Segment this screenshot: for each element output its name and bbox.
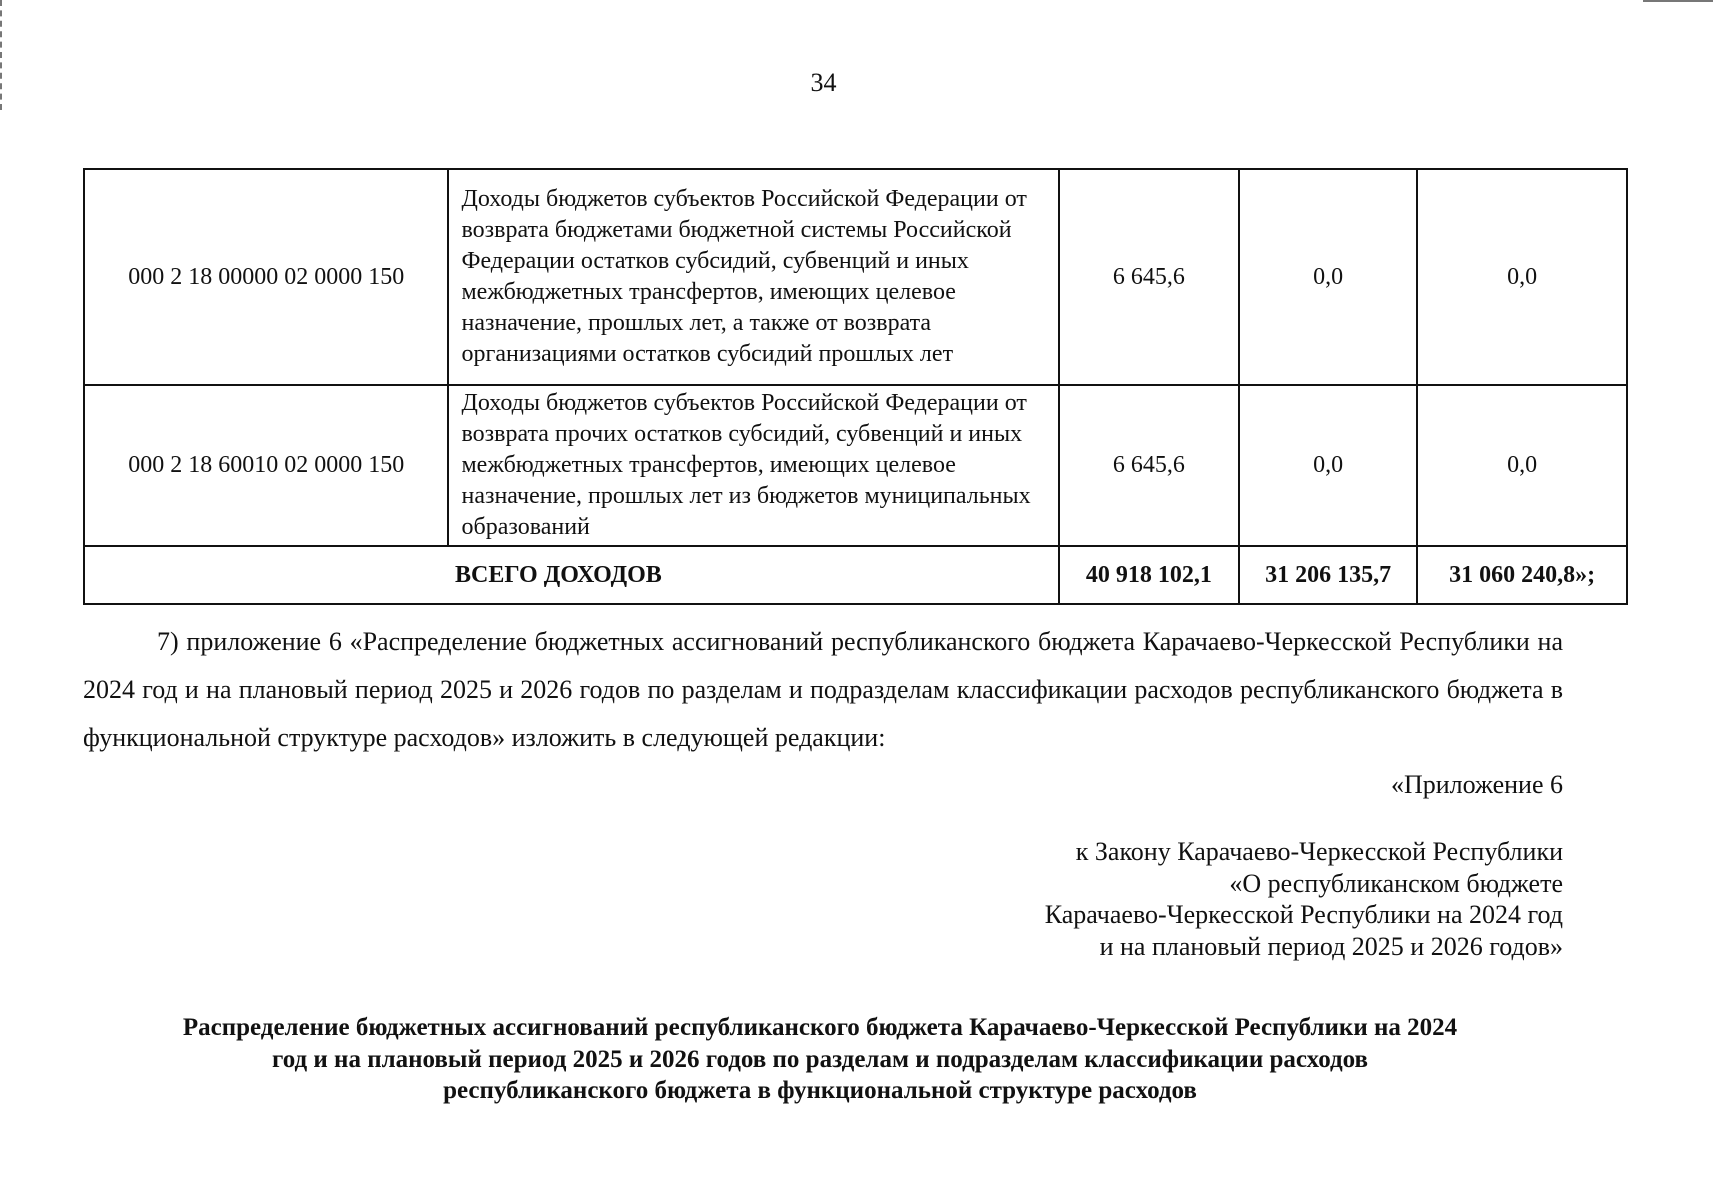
table-row: [84, 169, 1627, 385]
amount-2025-cell: 0,0: [1239, 385, 1417, 546]
total-label: ВСЕГО ДОХОДОВ: [84, 546, 1059, 604]
amendment-paragraph: 7) приложение 6 «Распределение бюджетных ассигнований республиканского бюджета Карачаево-Черкесской Республики на 2024 год и на плановый период 2025 и 2026 годов по разделам и подразделам классификации расходов республиканского бюджета в функциональной структуре расходов» изложить в следующей редакции:: [83, 627, 1563, 752]
appendix-line: Карачаево-Черкесской Республики на 2024 год: [1044, 900, 1563, 929]
description-cell: Доходы бюджетов субъектов Российской Федерации от возврата прочих остатков субсидий, субвенций и иных межбюджетных трансфертов, имеющих целевое назначение, прошлых лет из бюджетов муниципальных образований: [448, 385, 1058, 546]
page-number: 34: [810, 68, 837, 97]
appendix-reference: [1045, 836, 1563, 962]
section-heading: [70, 1012, 1570, 1107]
description-cell: Доходы бюджетов субъектов Российской Федерации от возврата бюджетами бюджетной системы Российской Федерации остатков субсидий, субвенций и иных межбюджетных трансфертов, имеющих целевое назначение, прошлых лет, а также от возврата организациями остатков субсидий прошлых лет: [448, 169, 1058, 385]
budget-code-cell: 000 2 18 60010 02 0000 150: [84, 385, 448, 546]
amount-2026-cell: 0,0: [1417, 169, 1627, 385]
total-2024-cell: 40 918 102,1: [1059, 546, 1239, 604]
budget-code-cell: 000 2 18 00000 02 0000 150: [84, 169, 448, 385]
total-2026-cell: 31 060 240,8»;: [1417, 546, 1627, 604]
appendix-line: к Закону Карачаево-Черкесской Республики: [1075, 837, 1563, 866]
total-row: [84, 546, 1627, 604]
heading-line: Распределение бюджетных ассигнований республиканского бюджета Карачаево-Черкесской Республики на 2024: [182, 1014, 1458, 1041]
amount-2025-cell: 0,0: [1239, 169, 1417, 385]
amount-2024-cell: 6 645,6: [1059, 169, 1239, 385]
amount-2024-cell: 6 645,6: [1059, 385, 1239, 546]
appendix-line: «О республиканском бюджете: [1229, 868, 1563, 898]
heading-line: республиканского бюджета в функциональной структуре расходов: [443, 1077, 1197, 1104]
table-row: [84, 385, 1627, 546]
scan-edge-mark-top: [1643, 0, 1713, 4]
total-2025-cell: 31 206 135,7: [1239, 546, 1417, 604]
income-table: [83, 168, 1628, 605]
amount-2026-cell: 0,0: [1417, 385, 1627, 546]
appendix-line: и на плановый период 2025 и 2026 годов»: [1099, 931, 1563, 961]
appendix-label: «Приложение 6: [1390, 770, 1563, 799]
heading-line: год и на плановый период 2025 и 2026 годов по разделам и подразделам классификации расходов: [272, 1045, 1368, 1073]
